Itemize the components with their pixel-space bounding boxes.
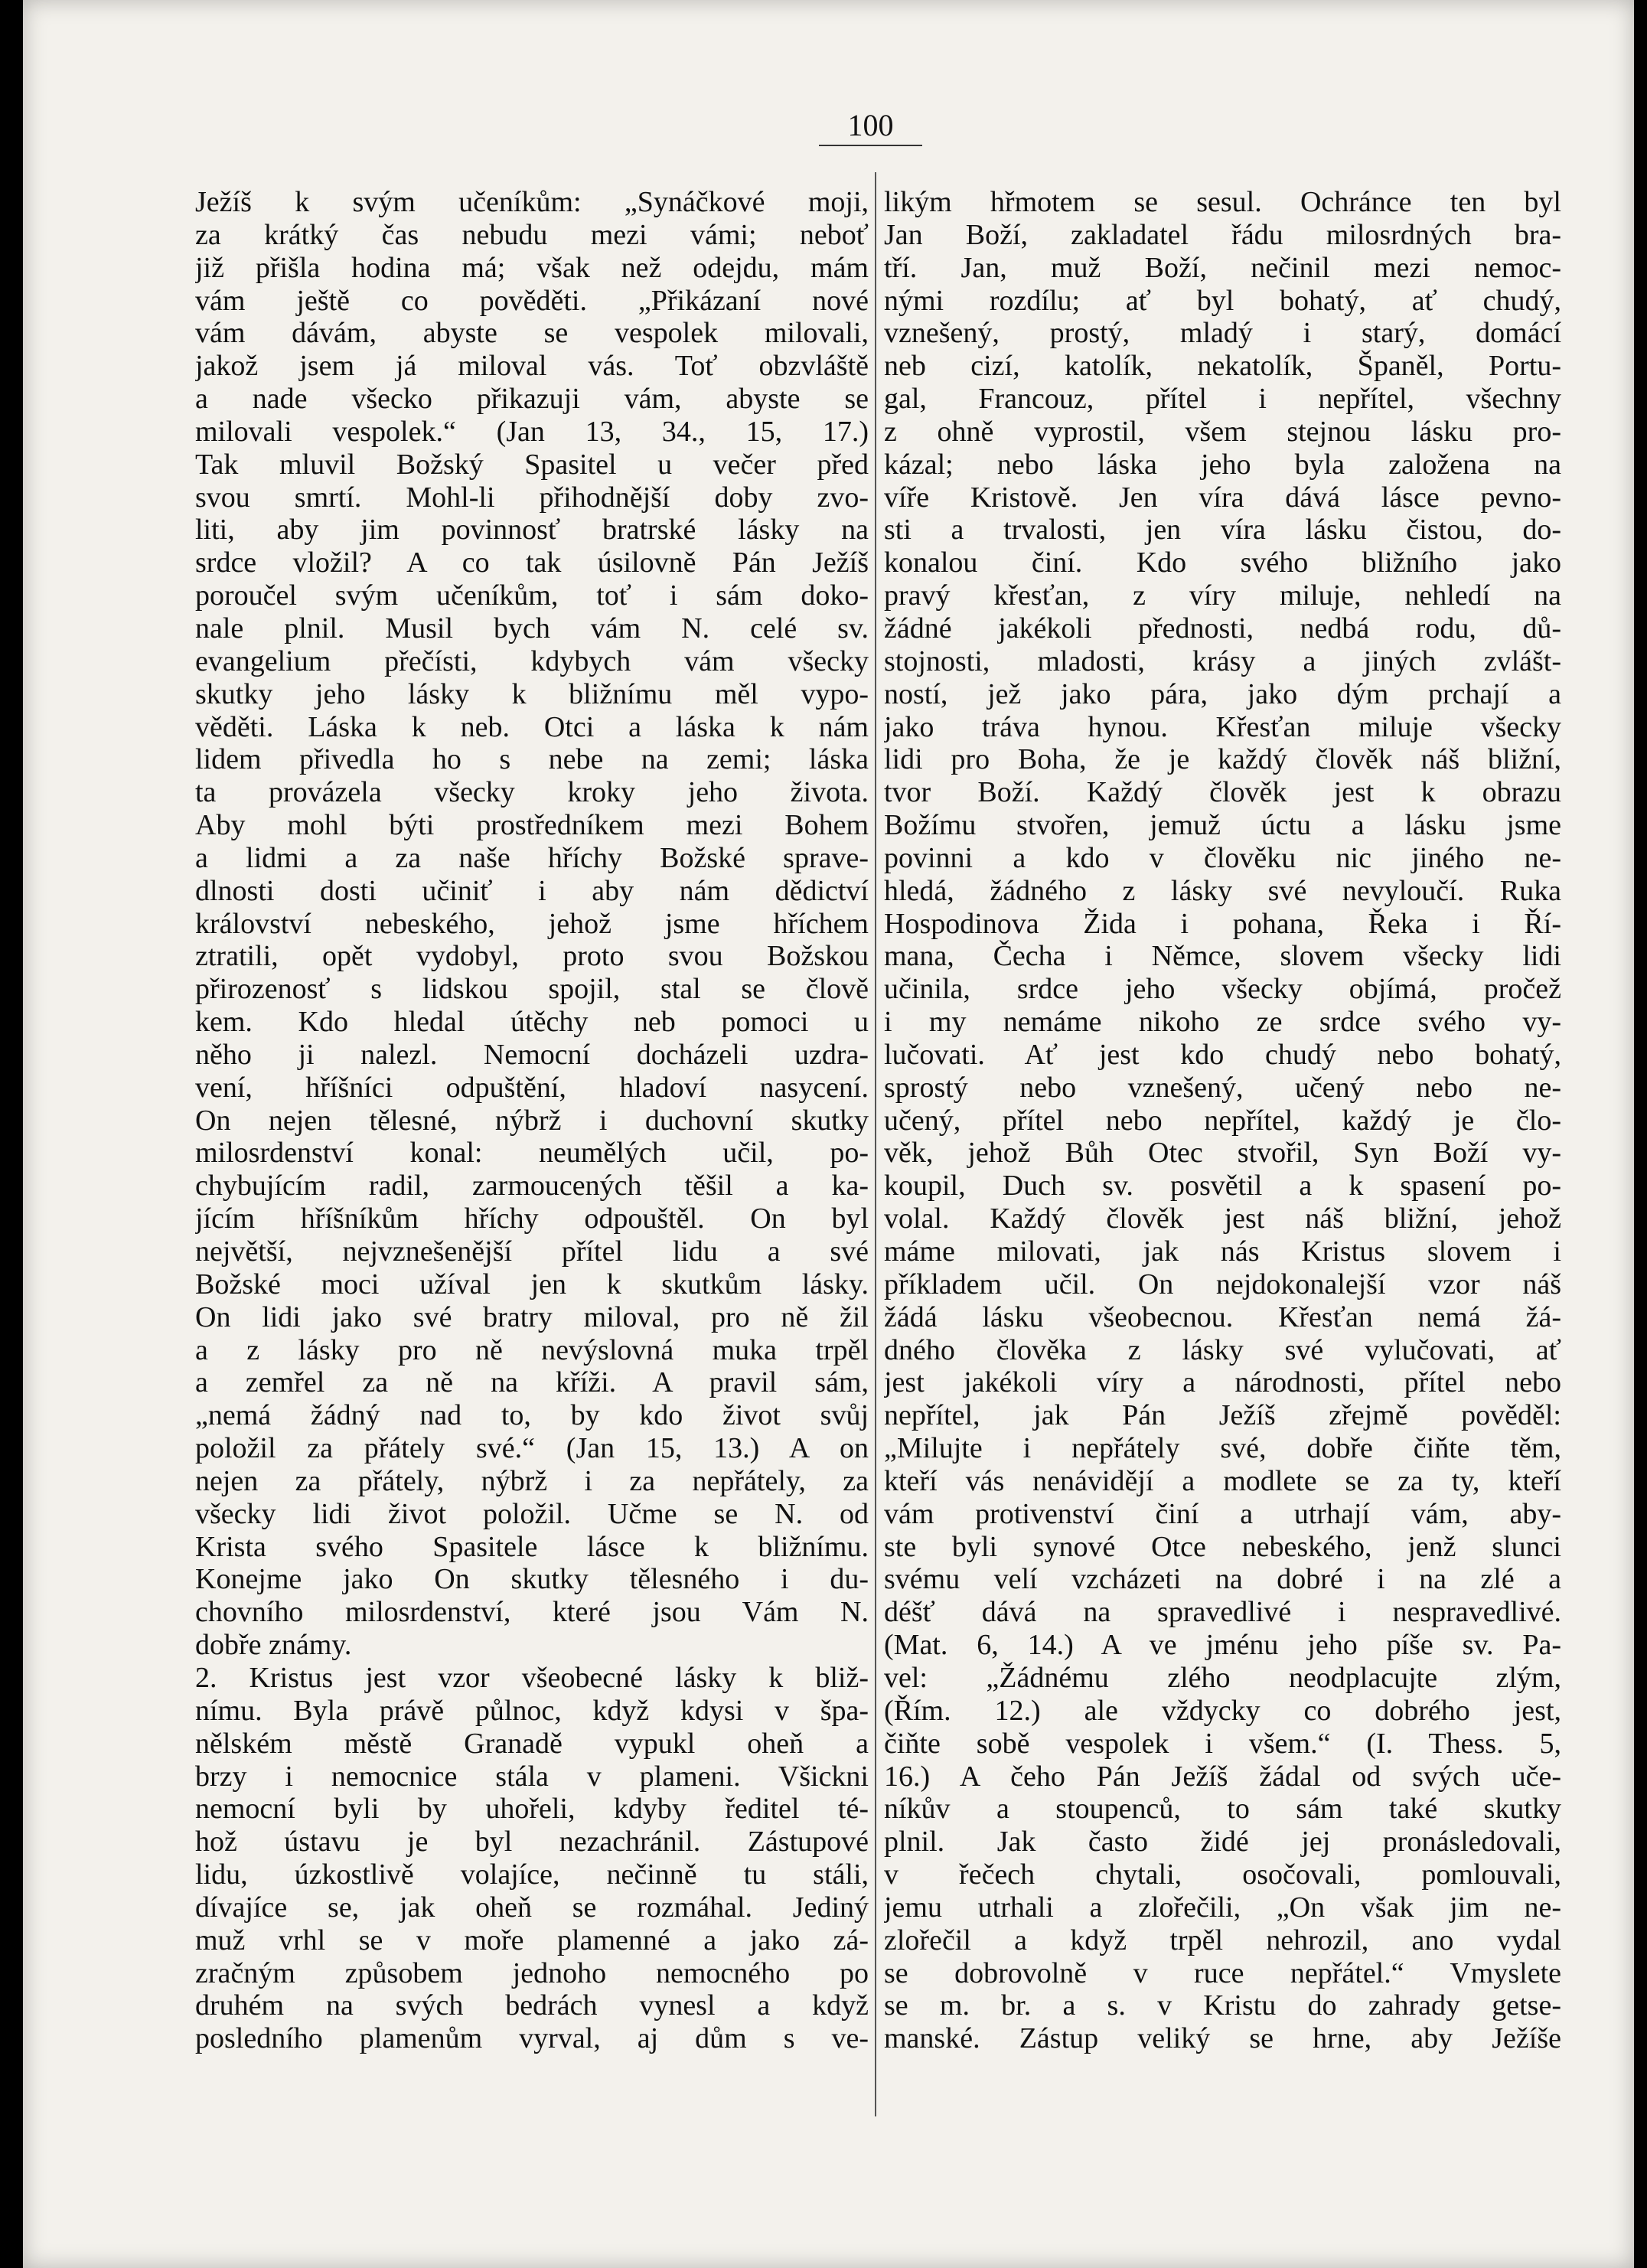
text-line: jícím hříšníkům hříchy odpouštěl. On byl <box>195 1203 869 1235</box>
text-line: (Řím. 12.) ale vždycky co dobrého jest, <box>884 1694 1561 1727</box>
text-line: jakož jsem já miloval vás. Toť obzvláště <box>195 350 869 383</box>
text-line: pravý křesťan, z víry miluje, nehledí na <box>884 579 1561 612</box>
text-line: příkladem učil. On nejdokonalejší vzor náš <box>884 1268 1561 1300</box>
text-line: kázal; nebo láska jeho byla založena na <box>884 448 1561 481</box>
text-line: sti a trvalosti, jen víra lásku čistou, do- <box>884 514 1561 547</box>
text-line: žádné jakékoli přednosti, nedbá rodu, dů- <box>884 612 1561 645</box>
text-line: zlořečil a když trpěl nehrozil, ano vydal <box>884 1924 1561 1956</box>
text-line: vel: „Žádnému zlého neodplacujte zlým, <box>884 1661 1561 1694</box>
text-line: ztratili, opět vydobyl, proto svou Božskou <box>195 940 869 973</box>
text-line: milovali vespolek.“ (Jan 13, 34., 15, 17.) <box>195 415 869 448</box>
text-line: poroučel svým učeníkům, toť i sám doko- <box>195 579 869 612</box>
text-line: skutky jeho lásky k bližnímu měl vypo- <box>195 677 869 710</box>
text-line: věk, jehož Bůh Otec stvořil, Syn Boží vy- <box>884 1137 1561 1170</box>
text-line: dobře známy. <box>195 1629 352 1662</box>
text-line: Jan Boží, zakladatel řádu milosrdných bra- <box>884 218 1561 251</box>
text-line: a zemřel za ně na kříži. A pravil sám, <box>195 1366 869 1399</box>
text-line: nělském městě Granadě vypukl oheň a <box>195 1727 869 1760</box>
text-line: vznešený, prostý, mladý i starý, domácí <box>884 317 1561 350</box>
text-line: Božímu stvořen, jemuž úctu a lásku jsme <box>884 809 1561 842</box>
text-line: jako tráva hynou. Křesťan miluje všecky <box>884 710 1561 743</box>
text-line: posledního plamenům vyrval, aj dům s ve- <box>195 2022 869 2055</box>
text-line: neb cizí, katolík, nekatolík, Španěl, Portu- <box>884 350 1561 383</box>
text-line: gal, Francouz, přítel i nepřítel, všechny <box>884 383 1561 416</box>
text-line: lučovati. Ať jest kdo chudý nebo bohatý, <box>884 1038 1561 1071</box>
text-line: kteří vás nenávidějí a modlete se za ty, kteří <box>884 1464 1561 1497</box>
text-line: z ohně vyprostil, všem stejnou lásku pro- <box>884 415 1561 448</box>
column-divider <box>875 172 876 2116</box>
right-column <box>884 186 1561 2055</box>
text-line: vám dávám, abyste se vespolek milovali, <box>195 317 869 350</box>
text-line: i my nemáme nikoho ze srdce svého vy- <box>884 1006 1561 1039</box>
text-line: nale plnil. Musil bych vám N. celé sv. <box>195 612 869 645</box>
text-line: a lidmi a za naše hříchy Božské spravе- <box>195 841 869 874</box>
text-line: ste byli synové Otce nebeského, jenž slunci <box>884 1530 1561 1563</box>
text-line: hledá, žádného z lásky své nevyloučí. Ruka <box>884 874 1561 907</box>
text-line: milosrdenství konal: neumělých učil, po- <box>195 1137 869 1170</box>
text-line: plnil. Jak často židé jej pronásledovali, <box>884 1826 1561 1858</box>
text-line: v řečech chytali, osočovali, pomlouvali, <box>884 1858 1561 1891</box>
left-column <box>195 186 869 2055</box>
text-line: „Milujte i nepřátely své, dobře čiňte těm, <box>884 1432 1561 1465</box>
text-line: již přišla hodina má; však než odejdu, mám <box>195 251 869 284</box>
text-line: Ježíš k svým učeníkům: „Synáčkové moji, <box>195 186 869 218</box>
text-line: něho ji nalezl. Nemocní docházeli uzdra- <box>195 1038 869 1071</box>
text-line: největší, nejvznešenější přítel lidu a své <box>195 1235 869 1268</box>
text-line: dívajíce se, jak oheň se rozmáhal. Jediný <box>195 1891 869 1924</box>
page-number: 100 <box>819 107 922 146</box>
text-line: sprostý nebo vznešený, učený nebo ne- <box>884 1071 1561 1104</box>
text-line: a z lásky pro ně nevýslovná muka trpěl <box>195 1333 869 1366</box>
text-line: dlnosti dosti učiniť i aby nám dědictví <box>195 874 869 907</box>
text-line: jemu utrhali a zlořečili, „On však jim ne- <box>884 1891 1561 1924</box>
text-line: evangelium přečísti, kdybych vám všecky <box>195 645 869 677</box>
text-line: likým hřmotem se sesul. Ochránce ten byl <box>884 186 1561 218</box>
text-line: On lidi jako své bratry miloval, pro ně žil <box>195 1300 869 1333</box>
text-line: koupil, Duch sv. posvětil a k spasení po- <box>884 1170 1561 1203</box>
text-line: svému velí vzcházeti na dobré i na zlé a <box>884 1563 1561 1596</box>
text-line: dného člověka z lásky své vylučovati, ať <box>884 1333 1561 1366</box>
text-line: lidu, úzkostlivě volajíce, nečinně tu stáli, <box>195 1858 869 1891</box>
text-line: nejen za přátely, nýbrž i za nepřátely, za <box>195 1464 869 1497</box>
text-line: lidem přivedla ho s nebe na zemi; láska <box>195 743 869 776</box>
text-line: nepřítel, jak Pán Ježíš zřejmě pověděl: <box>884 1399 1561 1432</box>
text-line: druhém na svých bedrách vynesl a když <box>195 1989 869 2022</box>
text-line: tvor Boží. Každý člověk jest k obrazu <box>884 776 1561 809</box>
text-line: položil za přátely své.“ (Jan 15, 13.) A on <box>195 1432 869 1465</box>
text-line: mana, Čecha i Němce, slovem všecky lidi <box>884 940 1561 973</box>
text-line: Tak mluvil Božský Spasitel u večer před <box>195 448 869 481</box>
page <box>23 0 1634 2268</box>
text-line: srdce vložil? A co tak úsilovně Pán Ježíš <box>195 547 869 579</box>
text-line: se m. br. a s. v Kristu do zahrady getse- <box>884 1989 1561 2022</box>
text-line: vám ještě co pověděti. „Přikázaní nové <box>195 284 869 317</box>
text-line: učinila, srdce jeho všecky objímá, pročež <box>884 973 1561 1006</box>
text-line: On nejen tělesné, nýbrž i duchovní skutky <box>195 1104 869 1137</box>
text-line: vení, hříšníci odpuštění, hladoví nasycení. <box>195 1071 869 1104</box>
text-line: Aby mohl býti prostředníkem mezi Bohem <box>195 809 869 842</box>
text-line: ta provázela všecky kroky jeho života. <box>195 776 869 809</box>
text-line: níkův a stoupenců, to sám také skutky <box>884 1793 1561 1826</box>
text-line: všecky lidi život položil. Učme se N. od <box>195 1497 869 1530</box>
text-line: Konejme jako On skutky tělesného i du- <box>195 1563 869 1596</box>
text-line: za krátký čas nebudu mezi vámi; neboť <box>195 218 869 251</box>
text-line: nemocní byli by uhořeli, kdyby ředitel té- <box>195 1793 869 1826</box>
text-line: volal. Každý člověk jest náš bližní, jehož <box>884 1203 1561 1235</box>
text-line: 16.) A čeho Pán Ježíš žádal od svých uče- <box>884 1760 1561 1793</box>
text-line: svou smrtí. Mohl-li přihodnější doby zvo- <box>195 481 869 514</box>
text-line: nými rozdílu; ať byl bohatý, ať chudý, <box>884 284 1561 317</box>
text-line: zračným způsobem jednoho nemocného po <box>195 1956 869 1989</box>
text-line: čiňte sobě vespolek i všem.“ (I. Thess. 5, <box>884 1727 1561 1760</box>
text-line: stojnosti, mladosti, krásy a jiných zvlášt- <box>884 645 1561 677</box>
text-line: déšť dává na spravedlivé i nespravedlivé. <box>884 1596 1561 1629</box>
text-line: chovního milosrdenství, které jsou Vám N. <box>195 1596 869 1629</box>
text-line: království nebeského, jehož jsme hříchem <box>195 907 869 940</box>
text-line: Hospodinova Žida i pohana, Řeka i Ří- <box>884 907 1561 940</box>
text-line: Krista svého Spasitele lásce k bližnímu. <box>195 1530 869 1563</box>
text-line: (Mat. 6, 14.) A ve jménu jeho píše sv. Pa- <box>884 1629 1561 1662</box>
text-line: tří. Jan, muž Boží, nečinil mezi nemoc- <box>884 251 1561 284</box>
text-line: věděti. Láska k neb. Otci a láska k nám <box>195 710 869 743</box>
text-line: manské. Zástup veliký se hrne, aby Ježíše <box>884 2022 1561 2055</box>
text-line: brzy i nemocnice stála v plameni. Všickni <box>195 1760 869 1793</box>
text-line: 2. Kristus jest vzor všeobecné lásky k bliž- <box>195 1661 869 1694</box>
text-line: povinni a kdo v člověku nic jiného ne- <box>884 841 1561 874</box>
text-line: liti, aby jim povinnosť bratrské lásky na <box>195 514 869 547</box>
text-line: konalou činí. Kdo svého bližního jako <box>884 547 1561 579</box>
text-line: jest jakékoli víry a národnosti, přítel nebo <box>884 1366 1561 1399</box>
text-line: muž vrhl se v moře plamenné a jako zá- <box>195 1924 869 1956</box>
text-line: kem. Kdo hledal útěchy neb pomoci u <box>195 1006 869 1039</box>
text-line: učený, přítel nebo nepřítel, každý je člo- <box>884 1104 1561 1137</box>
text-line: přirozenosť s lidskou spojil, stal se člově <box>195 973 869 1006</box>
text-line: víře Kristově. Jen víra dává lásce pevno- <box>884 481 1561 514</box>
text-line: žádá lásku všeobecnou. Křesťan nemá žá- <box>884 1300 1561 1333</box>
text-line: a nade všecko přikazuji vám, abyste se <box>195 383 869 416</box>
text-line: „nemá žádný nad to, by kdo život svůj <box>195 1399 869 1432</box>
text-line: ností, jež jako pára, jako dým prchají a <box>884 677 1561 710</box>
text-line: se dobrovolně v ruce nepřátel.“ Vmyslete <box>884 1956 1561 1989</box>
text-line: Božské moci užíval jen k skutkům lásky. <box>195 1268 869 1300</box>
text-line: vám protivenství činí a utrhají vám, aby- <box>884 1497 1561 1530</box>
text-line: chybujícím radil, zarmoucených těšil a ka- <box>195 1170 869 1203</box>
text-line: máme milovati, jak nás Kristus slovem i <box>884 1235 1561 1268</box>
text-line: hož ústavu je byl nezachránil. Zástupové <box>195 1826 869 1858</box>
text-line: lidi pro Boha, že je každý člověk náš bližní, <box>884 743 1561 776</box>
text-line: nímu. Byla právě půlnoc, když kdysi v špa- <box>195 1694 869 1727</box>
